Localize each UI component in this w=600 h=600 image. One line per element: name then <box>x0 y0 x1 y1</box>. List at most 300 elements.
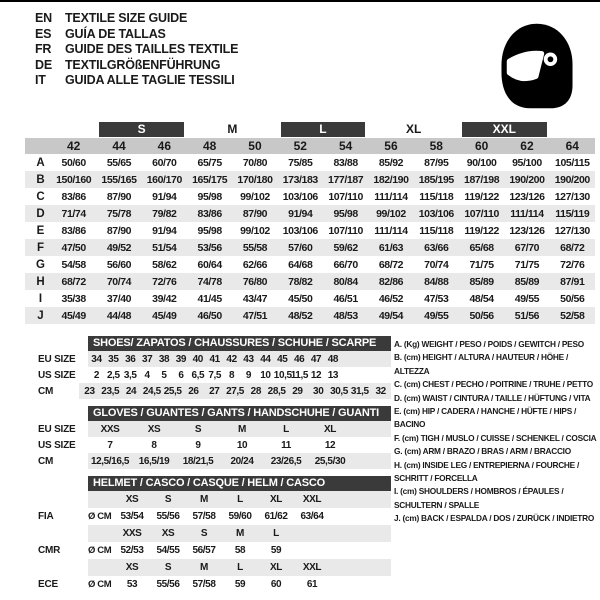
row-label: US SIZE <box>38 369 76 381</box>
helmet-size-value: 57/58 <box>192 579 216 590</box>
helmet-size-value: 60 <box>270 579 282 590</box>
measurement-value: 47/51 <box>232 307 277 324</box>
measurement-value: 85/92 <box>378 156 404 169</box>
measurement-value: 80/84 <box>323 273 368 290</box>
measurement-row <box>25 290 595 307</box>
measurement-value: 35/38 <box>61 292 86 305</box>
measurement-value: 103/106 <box>282 224 318 237</box>
size-group-cell <box>96 121 187 138</box>
size-value: 8 <box>228 369 235 381</box>
measurement-value: 83/88 <box>333 156 358 169</box>
measurement-value: 65/75 <box>197 156 222 169</box>
measurement-value: 50/60 <box>61 156 86 169</box>
size-number-cell: 56 <box>368 138 413 154</box>
top-border-rule <box>0 0 600 2</box>
measurement-value: 185/195 <box>414 171 459 188</box>
size-value: 41 <box>209 353 220 365</box>
helmet-size-value: 58 <box>234 545 246 556</box>
size-value: M <box>238 423 246 435</box>
helmet-value-row <box>25 576 391 593</box>
size-table-row <box>25 351 391 367</box>
guide-title: GUÍA DE TALLAS <box>65 26 166 41</box>
measurement-value: 60/64 <box>197 258 222 271</box>
legend-item: I. (cm) SHOULDERS / HOMBROS / ÉPAULES / SCHULTERN / SPALLE <box>394 486 564 510</box>
measurement-value: 182/190 <box>368 171 413 188</box>
language-code: EN <box>35 11 52 25</box>
measurement-letter: G <box>36 258 45 271</box>
row-label: EU SIZE <box>38 353 76 365</box>
measurement-value: 66/70 <box>333 258 358 271</box>
legend-item: D. (cm) WAIST / CINTURA / TAILLE / HÜFTUNG / VITA <box>394 392 591 403</box>
helmet-size-label: S <box>164 494 172 505</box>
helmet-size-label: L <box>237 494 243 505</box>
legend-item: E. (cm) HIP / CADERA / HANCHE / HÜFTE / HIPS / BACINO <box>394 406 577 430</box>
measurement-value: 87/91 <box>550 273 595 290</box>
size-number-cell: 48 <box>187 138 232 154</box>
size-value: 9 <box>245 369 252 381</box>
measurement-value: 115/119 <box>550 205 595 222</box>
measurement-value: 54/58 <box>61 258 86 271</box>
measurement-value: 82/86 <box>368 273 413 290</box>
helmet-size-label: XL <box>270 562 282 573</box>
size-table-row <box>25 437 391 453</box>
measurement-value: 48/54 <box>469 292 494 305</box>
measurement-value: 111/114 <box>374 224 408 237</box>
helmet-size-value: 59 <box>234 579 246 590</box>
measurement-value: 55/58 <box>232 239 277 256</box>
measurement-value: 72/76 <box>142 273 187 290</box>
size-value: 39 <box>175 353 187 365</box>
size-value: 9 <box>195 439 201 451</box>
size-table-row <box>25 421 391 437</box>
helmet-value-row <box>25 542 391 559</box>
size-number-cell: 44 <box>96 138 141 154</box>
measurement-value: 49/52 <box>96 239 141 256</box>
measurement-value: 91/94 <box>152 190 177 203</box>
size-value: 30 <box>313 385 324 397</box>
size-value: 2,5 <box>106 369 120 381</box>
language-code: IT <box>35 73 46 88</box>
row-label: CM <box>38 385 54 397</box>
size-value: 43 <box>243 353 254 365</box>
measurement-letter: E <box>36 224 45 237</box>
size-group-cell <box>368 121 459 138</box>
measurement-row <box>25 205 595 222</box>
measurement-letter: B <box>25 171 51 188</box>
measurement-value: 105/115 <box>555 156 590 169</box>
measurement-value: 173/183 <box>278 171 323 188</box>
size-value: 24,5 <box>142 385 161 397</box>
helmet-size-value: 53/54 <box>120 511 144 522</box>
shoes-size-table <box>25 336 391 399</box>
group-gap-cell <box>550 121 595 138</box>
helmet-table-header: HELMET / CASCO / CASQUE / HELM / CASCO <box>88 476 391 491</box>
measurement-value: 76/80 <box>232 273 277 290</box>
helmet-size-value: 55/56 <box>156 511 180 522</box>
measurement-value: 87/90 <box>106 224 132 237</box>
measurement-value: 91/94 <box>152 224 177 237</box>
measurement-value: 45/49 <box>142 307 187 324</box>
size-number-cell: 42 <box>51 138 96 154</box>
language-code: ES <box>35 26 52 41</box>
measurement-value: 177/187 <box>323 171 368 188</box>
standard-label: FIA <box>38 511 54 522</box>
measurement-value: 48/53 <box>323 307 368 324</box>
measurement-value: 71/75 <box>469 258 494 271</box>
helmet-size-value: 59 <box>270 545 282 556</box>
measurement-value: 119/122 <box>464 224 499 237</box>
size-number-cell: 54 <box>323 138 368 154</box>
gloves-size-table <box>25 406 391 469</box>
size-value: 27 <box>209 385 220 397</box>
size-value: 18/21,5 <box>182 455 214 467</box>
measurement-value: 62/66 <box>242 258 268 271</box>
measurement-value: 150/160 <box>51 171 96 188</box>
size-value: 42 <box>226 353 237 365</box>
measurement-value: 165/175 <box>187 171 232 188</box>
measurement-value: 56/60 <box>106 258 132 271</box>
size-number-cell: 46 <box>142 138 187 154</box>
helmet-size-label: M <box>200 562 208 573</box>
helmet-size-label: XS <box>125 562 139 573</box>
measurement-value: 95/98 <box>197 190 222 203</box>
measurement-value: 51/56 <box>504 307 549 324</box>
measurement-value: 83/86 <box>61 190 86 203</box>
row-values <box>88 525 391 542</box>
size-value: 4 <box>144 369 150 381</box>
measurement-value: 57/60 <box>278 239 323 256</box>
measurement-value: 68/72 <box>550 239 595 256</box>
row-values <box>88 508 391 525</box>
size-group-label: L <box>281 122 366 137</box>
helmet-value-row <box>25 508 391 525</box>
size-group-cell <box>187 121 278 138</box>
measurement-value: 52/58 <box>550 307 595 324</box>
measurement-value: 67/70 <box>504 239 549 256</box>
measurement-value: 84/88 <box>414 273 459 290</box>
measurement-letter: A <box>36 156 45 169</box>
legend-item: G. (cm) ARM / BRAZO / BRAS / ARM / BRACCIO <box>394 446 571 457</box>
size-value: 23 <box>84 385 95 397</box>
band-corner-cell <box>25 138 51 154</box>
size-number-cell: 50 <box>232 138 277 154</box>
size-value: 12 <box>324 439 336 451</box>
diameter-unit-label: Ø CM <box>88 579 112 590</box>
size-group-row <box>25 121 595 138</box>
measurement-value: 58/62 <box>152 258 177 271</box>
helmet-size-value: 61/62 <box>264 511 288 522</box>
size-value: 29 <box>292 385 303 397</box>
measurement-letter: D <box>25 205 51 222</box>
measurement-value: 47/50 <box>51 239 96 256</box>
size-value: 11,5 <box>290 369 308 381</box>
helmet-size-table <box>25 476 391 593</box>
helmet-size-value: 53 <box>126 579 138 590</box>
size-value: 40 <box>192 353 203 365</box>
group-gap-cell <box>51 121 96 138</box>
measurement-value: 127/130 <box>554 190 590 203</box>
measurement-value: 59/62 <box>323 239 368 256</box>
helmet-size-label: XL <box>270 494 282 505</box>
row-values <box>88 437 391 453</box>
size-value: 28 <box>250 385 261 397</box>
measurement-legend <box>394 338 599 526</box>
shoes-table-header: SHOES/ ZAPATOS / CHAUSSURES / SCHUHE / SCARPE <box>88 336 391 351</box>
size-value: 24 <box>125 385 137 397</box>
size-number-cell: 64 <box>550 138 595 154</box>
measurement-row <box>25 273 595 290</box>
helmet-size-value: 63/64 <box>300 511 324 522</box>
size-value: 23/26,5 <box>270 455 302 467</box>
measurement-value: 51/54 <box>142 239 187 256</box>
measurement-value: 39/42 <box>152 292 177 305</box>
language-code: DE <box>35 57 52 72</box>
row-label <box>25 491 88 508</box>
row-values <box>88 542 391 559</box>
measurement-value: 50/56 <box>560 292 585 305</box>
measurement-value: 123/126 <box>509 190 545 203</box>
textile-size-table <box>25 121 595 324</box>
measurement-letter: I <box>38 292 43 305</box>
racing-helmet-icon <box>487 18 587 114</box>
standard-label: ECE <box>38 579 58 590</box>
measurement-value: 65/68 <box>459 239 504 256</box>
measurement-value: 49/54 <box>368 307 413 324</box>
size-value: 46 <box>293 353 305 365</box>
size-value: 20/24 <box>230 455 254 467</box>
measurement-value: 87/90 <box>232 205 277 222</box>
size-value: 44 <box>260 353 271 365</box>
language-row <box>35 27 238 43</box>
size-value: XS <box>147 423 161 435</box>
helmet-size-label: M <box>200 494 208 505</box>
language-title-list <box>35 11 238 89</box>
row-values <box>88 351 391 367</box>
diameter-unit-label: Ø CM <box>88 545 112 556</box>
size-value: 38 <box>158 353 170 365</box>
size-value: 27,5 <box>226 385 244 397</box>
helmet-size-label: M <box>236 528 244 539</box>
measurement-value: 103/106 <box>414 205 459 222</box>
language-row <box>35 73 238 89</box>
size-value: 7 <box>107 439 113 451</box>
measurement-value: 107/110 <box>328 224 363 237</box>
measurement-value: 107/110 <box>459 205 504 222</box>
measurement-value: 55/65 <box>106 156 132 169</box>
measurement-value: 115/118 <box>419 190 454 203</box>
size-value: 7,5 <box>208 369 222 381</box>
size-value: 6 <box>178 369 184 381</box>
size-value: 25,5 <box>163 385 182 397</box>
measurement-letter: J <box>25 307 51 324</box>
helmet-size-label: XXS <box>122 528 142 539</box>
measurement-value: 99/102 <box>240 190 270 203</box>
legend-item: A. (Kg) WEIGHT / PESO / POIDS / GEWITCH / PESO <box>394 339 584 349</box>
footwear-accessory-tables <box>25 336 391 600</box>
language-row <box>35 11 238 27</box>
measurement-value: 48/52 <box>278 307 323 324</box>
measurement-value: 107/110 <box>328 190 363 203</box>
measurement-value: 49/55 <box>514 292 540 305</box>
measurement-value: 83/86 <box>187 205 232 222</box>
size-value: 12 <box>310 369 322 381</box>
measurement-letter: F <box>25 239 51 256</box>
standard-label: CMR <box>38 545 61 556</box>
size-value: 45 <box>277 353 288 365</box>
measurement-value: 103/106 <box>282 190 318 203</box>
measurement-row <box>25 188 595 205</box>
measurement-value: 74/78 <box>187 273 232 290</box>
legend-item: F. (cm) TIGH / MUSLO / CUISSE / SCHENKEL / COSCIA <box>394 432 597 443</box>
size-group-label: XXL <box>462 122 547 137</box>
measurement-value: 70/74 <box>424 258 449 271</box>
measurement-value: 68/72 <box>378 258 404 271</box>
measurement-value: 46/51 <box>333 292 358 305</box>
measurement-value: 155/165 <box>96 171 141 188</box>
helmet-size-value: 56/57 <box>192 545 216 556</box>
size-value: 12,5/16,5 <box>90 455 130 467</box>
measurement-value: 95/100 <box>512 156 542 169</box>
guide-title: GUIDE DES TAILLES TEXTILE <box>65 42 239 57</box>
size-table-row <box>25 453 391 469</box>
row-label <box>25 559 88 576</box>
helmet-size-value: 55/56 <box>156 579 180 590</box>
measurement-value: 95/98 <box>323 205 368 222</box>
measurement-value: 190/200 <box>504 171 549 188</box>
size-value: 16,5/19 <box>138 455 170 467</box>
helmet-size-label: L <box>237 562 243 573</box>
measurement-value: 115/118 <box>419 224 454 237</box>
measurement-value: 187/198 <box>459 171 504 188</box>
guide-title: GUIDA ALLE TAGLIE TESSILI <box>65 73 235 88</box>
size-value: 32 <box>375 385 386 397</box>
size-value: XXS <box>100 423 120 435</box>
helmet-size-row <box>25 525 391 542</box>
row-label: CM <box>38 455 54 467</box>
size-value: 10 <box>260 369 271 381</box>
measurement-row <box>25 307 595 324</box>
measurement-value: 46/50 <box>187 307 232 324</box>
helmet-size-row <box>25 491 391 508</box>
size-value: L <box>283 423 289 435</box>
helmet-size-value: 54/55 <box>156 545 180 556</box>
measurement-value: 70/80 <box>242 156 268 169</box>
measurement-letter: C <box>36 190 45 203</box>
size-value: 30,5 <box>330 385 348 397</box>
size-value: 35 <box>108 353 119 365</box>
size-number-row <box>25 138 595 154</box>
row-values <box>88 367 391 383</box>
helmet-size-label: XS <box>125 494 139 505</box>
measurement-value: 75/78 <box>96 205 141 222</box>
gloves-table-header: GLOVES / GUANTES / GANTS / HANDSCHUHE / GUANTI <box>88 406 391 421</box>
size-number-cell: 60 <box>459 138 504 154</box>
helmet-size-label: XXL <box>302 494 322 505</box>
measurement-value: 83/86 <box>61 224 86 237</box>
racing-helmet-icon <box>487 18 587 114</box>
legend-item: C. (cm) CHEST / PECHO / POITRINE / TRUHE / PETTO <box>394 379 593 390</box>
measurement-value: 63/66 <box>414 239 459 256</box>
size-value: 8 <box>151 439 157 451</box>
size-value: 6,5 <box>191 369 205 381</box>
measurement-value: 119/122 <box>464 190 499 203</box>
size-value: 34 <box>91 353 102 365</box>
size-number-cell: 62 <box>504 138 549 154</box>
measurement-value: 45/49 <box>51 307 96 324</box>
measurement-value: 190/200 <box>550 171 595 188</box>
size-group-label: M <box>227 122 238 136</box>
legend-item: J. (cm) BACK / ESPALDA / DOS / ZURÜCK / INDIETRO <box>394 513 595 524</box>
measurement-row <box>25 222 595 239</box>
helmet-size-value: 52/53 <box>120 545 144 556</box>
size-value: 25,5/30 <box>314 455 346 467</box>
measurement-value: 91/94 <box>278 205 323 222</box>
size-value: 26 <box>188 385 199 397</box>
measurement-value: 46/52 <box>378 292 404 305</box>
measurement-value: 70/74 <box>96 273 141 290</box>
row-values <box>88 453 391 469</box>
measurement-value: 87/90 <box>106 190 132 203</box>
size-group-cell <box>278 121 369 138</box>
measurement-row <box>25 256 595 273</box>
helmet-size-value: 57/58 <box>192 511 216 522</box>
helmet-size-value: 59/60 <box>228 511 252 522</box>
helmet-size-label: S <box>200 528 208 539</box>
size-value: 10,5 <box>273 369 292 381</box>
size-value: 28,5 <box>267 385 286 397</box>
measurement-value: 72/76 <box>560 258 585 271</box>
size-value: S <box>194 423 202 435</box>
size-table-row <box>25 383 391 399</box>
size-table-row <box>25 367 391 383</box>
size-value: 23,5 <box>101 385 120 397</box>
measurement-value: 37/40 <box>106 292 132 305</box>
measurement-value: 170/180 <box>232 171 277 188</box>
measurement-value: 53/56 <box>187 239 232 256</box>
measurement-value: 75/85 <box>288 156 313 169</box>
size-value: 10 <box>236 439 248 451</box>
measurement-letter: H <box>25 273 51 290</box>
helmet-size-value: 61 <box>306 579 318 590</box>
helmet-size-label: S <box>164 562 172 573</box>
row-label: EU SIZE <box>38 423 76 435</box>
measurement-value: 85/89 <box>504 273 549 290</box>
measurement-value: 127/130 <box>554 224 590 237</box>
size-number-cell: 58 <box>414 138 459 154</box>
helmet-size-label: L <box>273 528 279 539</box>
size-value: 2 <box>93 369 100 381</box>
measurement-value: 123/126 <box>509 224 545 237</box>
legend-item: H. (cm) INSIDE LEG / ENTREPIERNA / FOURCHE / SCHRITT / FORCELLA <box>394 459 580 484</box>
measurement-value: 49/55 <box>414 307 459 324</box>
size-number-cell: 52 <box>278 138 323 154</box>
helmet-size-row <box>25 559 391 576</box>
guide-title: TEXTILGRÖßENFÜHRUNG <box>65 57 221 72</box>
size-group-cell <box>459 121 550 138</box>
measurement-value: 160/170 <box>142 171 187 188</box>
row-label: US SIZE <box>38 439 76 451</box>
size-value: 47 <box>310 353 322 365</box>
language-row <box>35 42 238 58</box>
size-group-label: XL <box>405 122 422 136</box>
helmet-size-label: XXL <box>302 562 322 573</box>
size-value: 3,5 <box>123 369 137 381</box>
size-value: 48 <box>327 353 339 365</box>
row-values <box>88 421 391 437</box>
measurement-value: 95/98 <box>197 224 222 237</box>
measurement-row <box>25 239 595 256</box>
measurement-value: 43/47 <box>242 292 268 305</box>
